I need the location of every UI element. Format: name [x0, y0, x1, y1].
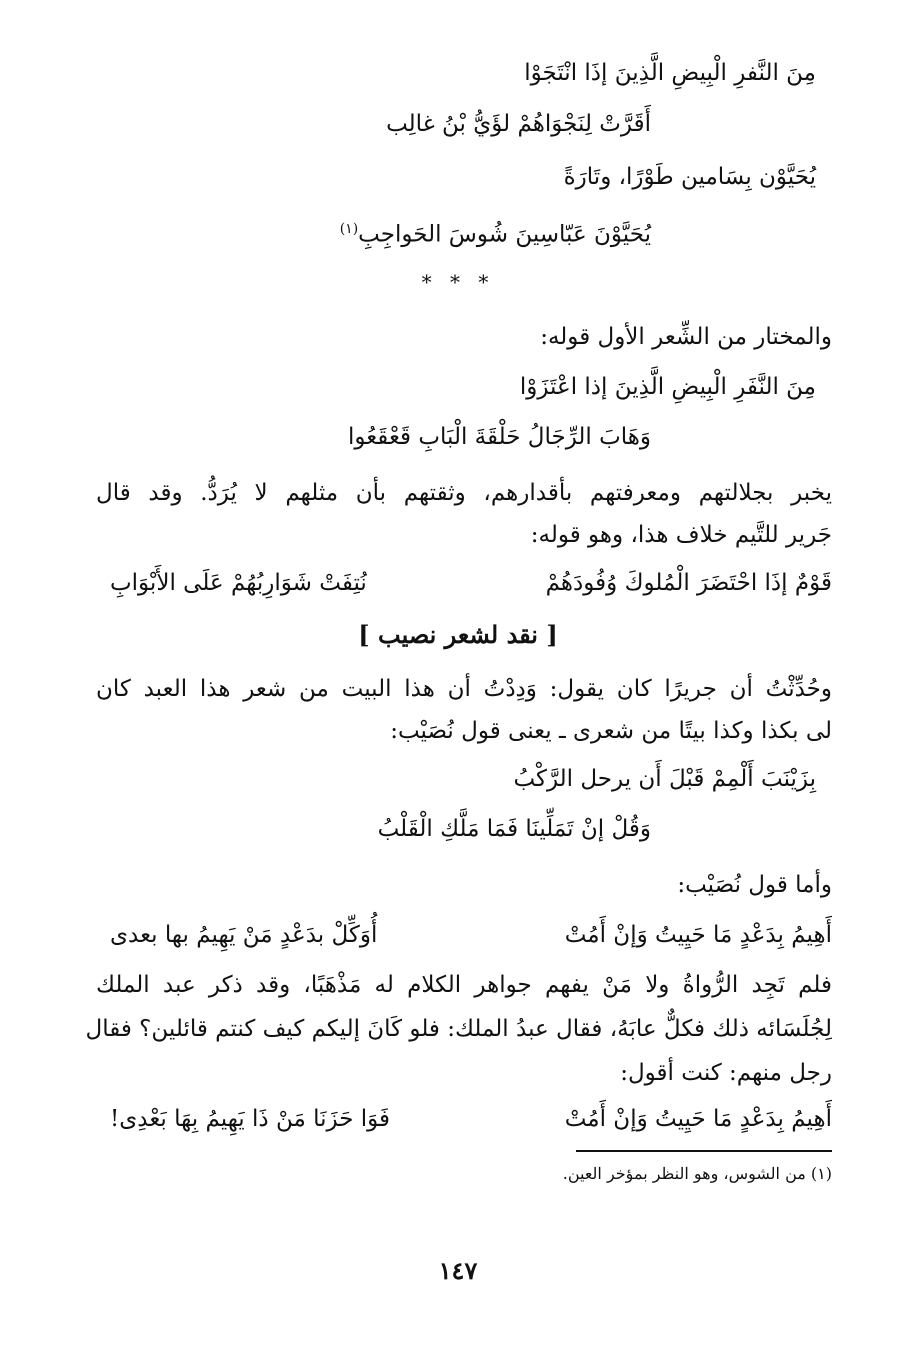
verse-hemistich-left: أُوَكِّلْ بدَعْدٍ مَنْ يَهِيمُ بها بعدى — [110, 922, 378, 948]
footnote-marker: (١) — [339, 221, 359, 237]
paragraph-line: وأما قول نُصَيْب: — [677, 872, 832, 898]
verse-hemistich-right: أَهِيمُ بِدَعْدٍ مَا حَيِيتُ وَإنْ أَمُتْ — [564, 1106, 832, 1132]
footnote: (١) من الشوس، وهو النظر بمؤخر العين. — [562, 1164, 832, 1183]
verse-hemistich-right: أَهِيمُ بِدَعْدٍ مَا حَيِيتُ وَإنْ أَمُتْ — [564, 922, 832, 948]
paragraph-line: فلم تَجِد الرُّواةُ ولا مَنْ يفهم جواهر الكلام له مَذْهَبًا، وقد ذكر عبد الملك — [96, 972, 832, 998]
section-heading: [ نقد لشعر نصيب ] — [358, 620, 558, 649]
verse-line: يُحَيَّوْن بِسَامين طَوْرًا، وتَارَةً — [563, 164, 816, 190]
section-separator: * * * — [421, 270, 495, 294]
verse-hemistich-left: فَوَا حَزَنَا مَنْ ذَا يَهِيمُ بِهَا بَعْدِى! — [110, 1106, 390, 1132]
paragraph-line: والمختار من الشِّعر الأول قوله: — [540, 324, 832, 350]
page-number: ١٤٧ — [438, 1256, 478, 1285]
paragraph-line: يخبر بجلالتهم ومعرفتهم بأقدارهم، وثقتهم بأن مثلهم لا يُرَدُّ. وقد قال — [96, 480, 832, 506]
verse-text: يُحَيَّوْنَ عَبّاسِينَ شُوسَ الحَواجِبِ — [358, 221, 651, 248]
verse-hemistich-left: نُتِفَتْ شَوَارِبُهُمْ عَلَى الأَبْوَابِ — [110, 570, 367, 596]
verse-line: وَهَابَ الرِّجَالُ حَلْقَةَ الْبَابِ قَعْقَعُوا — [347, 424, 651, 450]
verse-line: مِنَ النَّفَرِ الْبِيضِ الَّذِينَ إذا اعْتَزَوْا — [519, 374, 816, 400]
paragraph-line: جَرير للتَّيم خلاف هذا، وهو قوله: — [530, 522, 832, 548]
verse-line: أَقَرَّتْ لِنَجْوَاهُمْ لؤَيُّ بْنُ غالِب — [386, 111, 651, 137]
verse-line: بِزَيْنَبَ أَلْمِمْ قَبْلَ أَن يرحل الرَّكْبُ — [513, 766, 816, 792]
footnote-divider — [576, 1150, 832, 1152]
verse-line: وَقُلْ إنْ تَمَلِّينَا فَمَا مَلَّكِ الْقَلْبُ — [377, 816, 651, 842]
paragraph-line: رجل منهم: كنت أقول: — [620, 1060, 832, 1086]
verse-line: مِنَ النَّفرِ الْبِيضِ الَّذِينَ إذَا انْتَجَوْا — [524, 60, 816, 86]
paragraph-line: وحُدِّثْتُ أن جريرًا كان يقول: وَدِدْتُ أن هذا البيت من شعر هذا العبد كان — [96, 676, 832, 702]
verse-line — [340, 212, 651, 252]
verse-hemistich-right: قَوْمٌ إذَا احْتَضَرَ الْمُلوكَ وُفُودَهُمْ — [545, 570, 832, 596]
paragraph-line: لِجُلَسَائه ذلك فكلٌّ عابَهُ، فقال عبدُ الملك: فلو كَانَ إليكم كيف كنتم قائلين؟ فقال — [85, 1016, 832, 1042]
paragraph-line: لى بكذا وكذا بيتًا من شعرى ـ يعنى قول نُصَيْب: — [390, 718, 832, 744]
